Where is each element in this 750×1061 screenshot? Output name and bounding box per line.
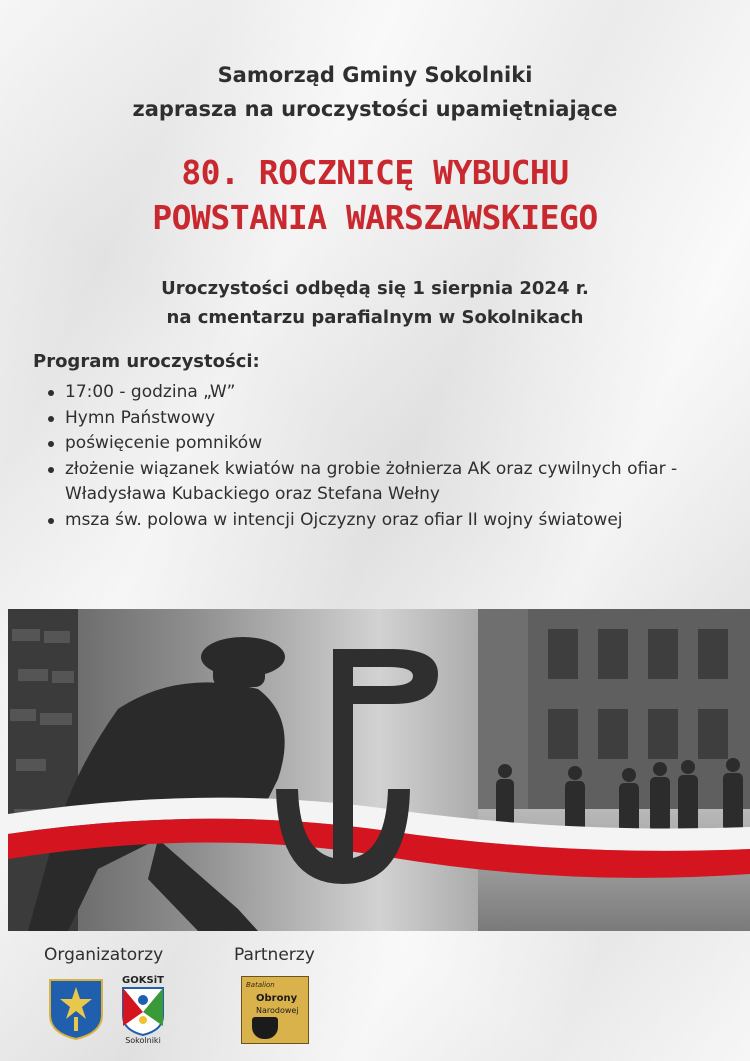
partner-shield-icon <box>252 1017 278 1039</box>
partner-logo-text-1: Batalion <box>246 981 275 989</box>
sokolniki-coat-of-arms-logo <box>47 977 105 1041</box>
program-item: msza św. polowa w intencji Ojczyzny oraz ofiar II wojny światowej <box>45 508 735 534</box>
event-date: Uroczystości odbędą się 1 sierpnia 2024 r. <box>161 278 589 299</box>
partner-logo-text-2: Obrony <box>256 993 298 1004</box>
uprising-photo <box>8 609 750 931</box>
batalion-obrony-narodowej-logo <box>241 976 309 1044</box>
goksit-logo <box>120 975 166 1053</box>
anniversary-headline <box>0 150 750 240</box>
organizer-header <box>0 58 750 126</box>
event-location: na cmentarzu parafialnym w Sokolnikach <box>166 307 584 328</box>
program-list <box>45 380 735 533</box>
headline-line-2: POWSTANIA WARSZAWSKIEGO <box>152 198 598 237</box>
event-info <box>0 274 750 332</box>
sokolniki-text: Sokolniki <box>125 1036 161 1045</box>
partner-logo-text-3: Narodowej <box>256 1006 299 1015</box>
program-title: Program uroczystości: <box>33 351 260 372</box>
organizers-label: Organizatorzy <box>44 945 164 965</box>
header-line-2: zaprasza na uroczystości upamiętniające <box>132 97 618 121</box>
header-line-1: Samorząd Gminy Sokolniki <box>217 63 533 87</box>
program-item: 17:00 - godzina „W” <box>45 380 735 406</box>
program-item: złożenie wiązanek kwiatów na grobie żołnierza AK oraz cywilnych ofiar - Władysława Kubackiego oraz Stefana Wełny <box>45 457 735 508</box>
program-item: poświęcenie pomników <box>45 431 735 457</box>
partners-label: Partnerzy <box>234 945 315 965</box>
headline-line-1: 80. ROCZNICĘ WYBUCHU <box>181 153 569 192</box>
program-item: Hymn Państwowy <box>45 406 735 432</box>
goksit-text: GOKSiT <box>122 975 164 986</box>
